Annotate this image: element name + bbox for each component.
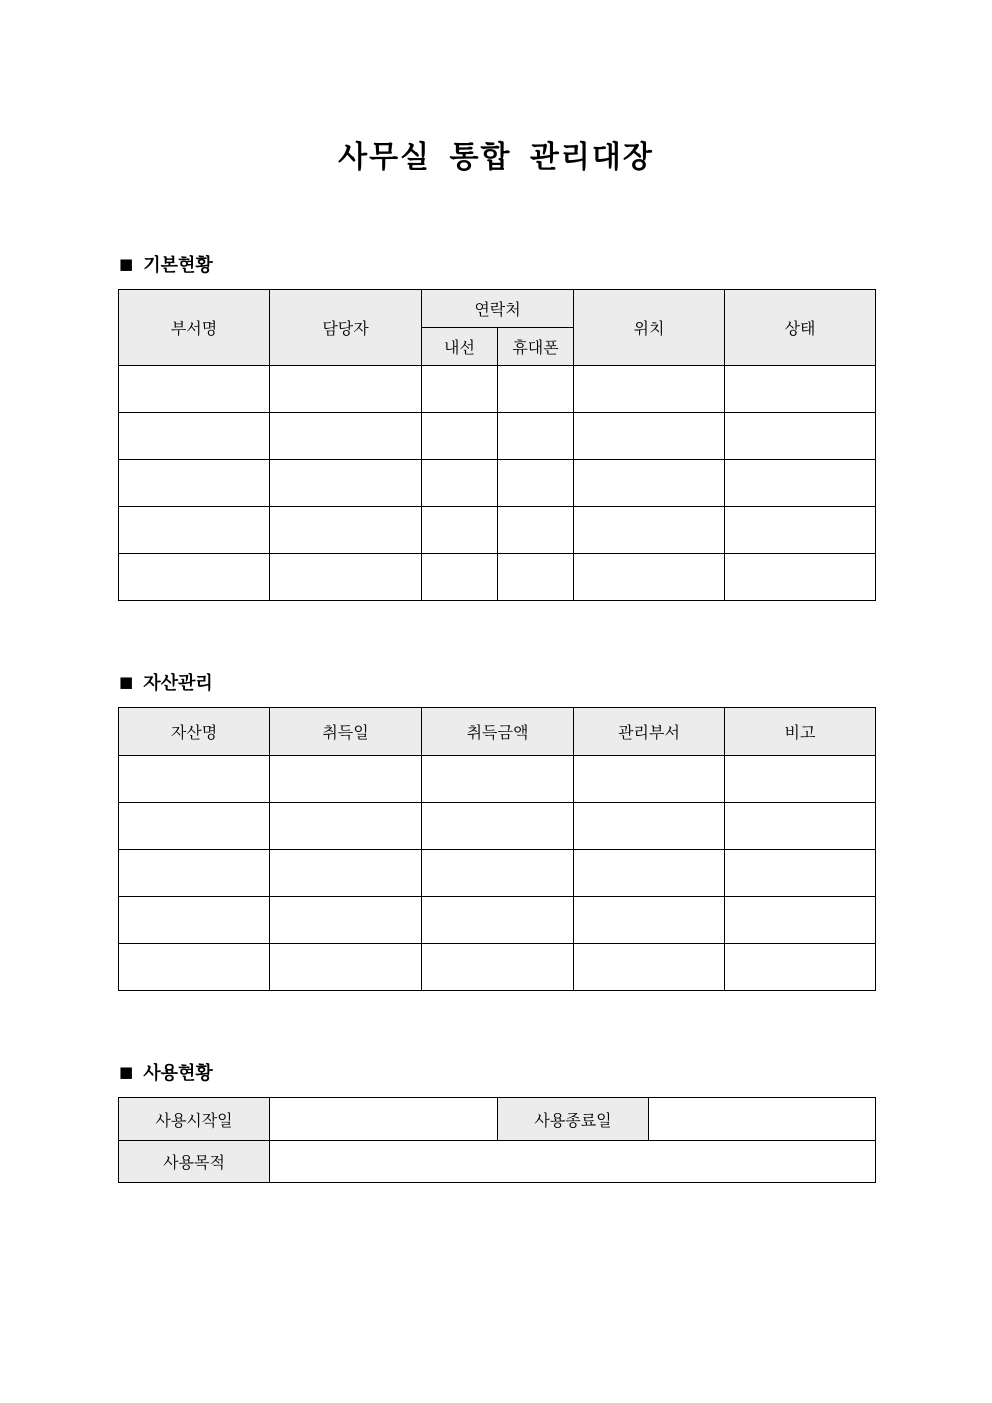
section-heading-basic <box>119 252 213 276</box>
header-contact: 연락처 <box>422 290 574 328</box>
cell-extension[interactable] <box>422 460 498 507</box>
usage-purpose-field[interactable] <box>270 1141 876 1183</box>
table-row <box>119 944 876 991</box>
square-bullet-icon: ■ <box>119 672 134 691</box>
cell-acquisition-amount[interactable] <box>422 850 574 897</box>
cell-asset-name[interactable] <box>119 803 270 850</box>
table-row <box>119 366 876 413</box>
table-row <box>119 897 876 944</box>
table-row <box>119 803 876 850</box>
header-acquisition-date: 취득일 <box>270 708 422 756</box>
cell-managing-department[interactable] <box>574 756 725 803</box>
cell-department[interactable] <box>119 366 270 413</box>
usage-end-date-label: 사용종료일 <box>498 1098 649 1141</box>
table-row <box>119 507 876 554</box>
cell-department[interactable] <box>119 460 270 507</box>
cell-mobile[interactable] <box>498 554 574 601</box>
usage-end-date-field[interactable] <box>649 1098 876 1141</box>
cell-manager[interactable] <box>270 554 422 601</box>
usage-start-date-field[interactable] <box>270 1098 498 1141</box>
cell-acquisition-date[interactable] <box>270 850 422 897</box>
cell-acquisition-amount[interactable] <box>422 897 574 944</box>
cell-mobile[interactable] <box>498 366 574 413</box>
section-heading-assets <box>119 670 213 694</box>
cell-asset-name[interactable] <box>119 756 270 803</box>
cell-extension[interactable] <box>422 554 498 601</box>
cell-status[interactable] <box>725 366 876 413</box>
cell-managing-department[interactable] <box>574 803 725 850</box>
document-title: 사무실 통합 관리대장 <box>338 140 654 175</box>
cell-asset-name[interactable] <box>119 944 270 991</box>
cell-acquisition-amount[interactable] <box>422 803 574 850</box>
cell-extension[interactable] <box>422 507 498 554</box>
table-row <box>119 460 876 507</box>
cell-acquisition-amount[interactable] <box>422 756 574 803</box>
section-title-usage: 사용현황 <box>143 1063 213 1084</box>
cell-status[interactable] <box>725 460 876 507</box>
cell-managing-department[interactable] <box>574 897 725 944</box>
cell-manager[interactable] <box>270 413 422 460</box>
cell-manager[interactable] <box>270 507 422 554</box>
table-row <box>119 756 876 803</box>
cell-remarks[interactable] <box>725 944 876 991</box>
cell-location[interactable] <box>574 413 725 460</box>
cell-status[interactable] <box>725 554 876 601</box>
cell-acquisition-amount[interactable] <box>422 944 574 991</box>
cell-mobile[interactable] <box>498 413 574 460</box>
cell-mobile[interactable] <box>498 460 574 507</box>
cell-department[interactable] <box>119 554 270 601</box>
cell-manager[interactable] <box>270 366 422 413</box>
cell-remarks[interactable] <box>725 803 876 850</box>
header-managing-department: 관리부서 <box>574 708 725 756</box>
square-bullet-icon: ■ <box>119 254 134 273</box>
cell-managing-department[interactable] <box>574 944 725 991</box>
cell-remarks[interactable] <box>725 756 876 803</box>
header-manager: 담당자 <box>270 290 422 366</box>
cell-remarks[interactable] <box>725 897 876 944</box>
header-asset-name: 자산명 <box>119 708 270 756</box>
table-row <box>119 850 876 897</box>
cell-manager[interactable] <box>270 460 422 507</box>
basic-status-table <box>118 289 876 601</box>
header-remarks: 비고 <box>725 708 876 756</box>
header-acquisition-amount: 취득금액 <box>422 708 574 756</box>
header-department: 부서명 <box>119 290 270 366</box>
cell-acquisition-date[interactable] <box>270 897 422 944</box>
cell-extension[interactable] <box>422 366 498 413</box>
table-row <box>119 554 876 601</box>
cell-location[interactable] <box>574 507 725 554</box>
cell-asset-name[interactable] <box>119 850 270 897</box>
asset-management-table <box>118 707 876 991</box>
cell-extension[interactable] <box>422 413 498 460</box>
cell-status[interactable] <box>725 413 876 460</box>
cell-department[interactable] <box>119 413 270 460</box>
usage-purpose-label: 사용목적 <box>119 1141 270 1183</box>
header-location: 위치 <box>574 290 725 366</box>
square-bullet-icon: ■ <box>119 1062 134 1081</box>
cell-asset-name[interactable] <box>119 897 270 944</box>
cell-location[interactable] <box>574 366 725 413</box>
table-row <box>119 413 876 460</box>
header-mobile: 휴대폰 <box>498 328 574 366</box>
header-extension: 내선 <box>422 328 498 366</box>
header-status: 상태 <box>725 290 876 366</box>
cell-status[interactable] <box>725 507 876 554</box>
usage-status-table <box>118 1097 876 1183</box>
cell-acquisition-date[interactable] <box>270 944 422 991</box>
cell-acquisition-date[interactable] <box>270 803 422 850</box>
cell-acquisition-date[interactable] <box>270 756 422 803</box>
section-title-assets: 자산관리 <box>143 673 213 694</box>
cell-mobile[interactable] <box>498 507 574 554</box>
section-heading-usage <box>119 1060 213 1084</box>
cell-managing-department[interactable] <box>574 850 725 897</box>
cell-location[interactable] <box>574 554 725 601</box>
cell-department[interactable] <box>119 507 270 554</box>
cell-location[interactable] <box>574 460 725 507</box>
usage-start-date-label: 사용시작일 <box>119 1098 270 1141</box>
section-title-basic: 기본현황 <box>143 255 213 276</box>
cell-remarks[interactable] <box>725 850 876 897</box>
